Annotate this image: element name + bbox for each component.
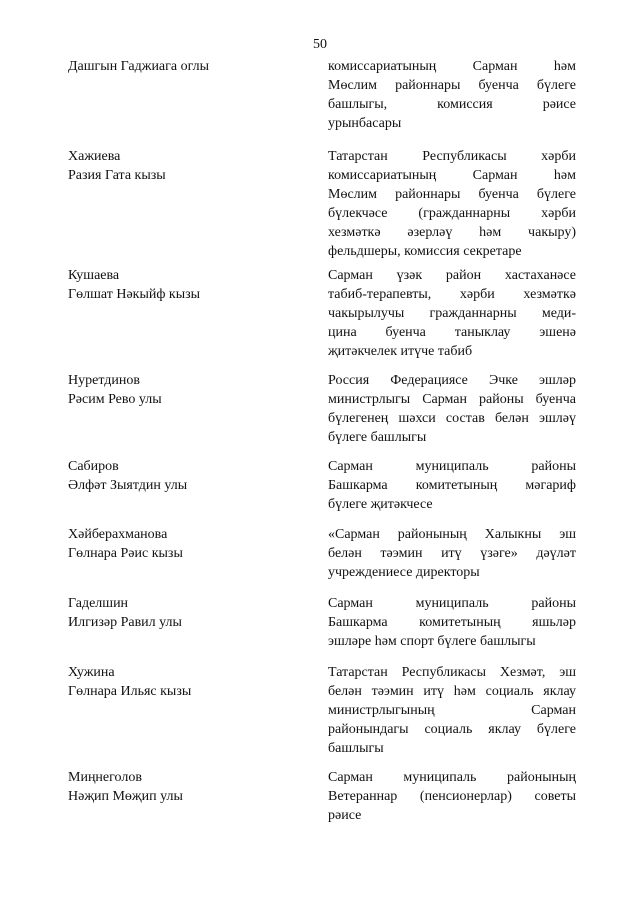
member-position [328,768,576,825]
position-line: Мөслим районнары буенча бүлеге [328,187,576,202]
position-line: җитәкчелек итүче табиб [328,344,473,359]
position-line: бүлеге җитәкчесе [328,497,433,512]
member-surname: Хажиева [68,149,121,164]
member-position [328,525,576,582]
position-line: Татарстан Республикасы хәрби [328,149,576,164]
position-line: Сарман үзәк район хастаханәсе [328,268,576,283]
member-name [68,663,298,701]
member-name [68,525,298,563]
member-given-name: Гөлнара Рәис кызы [68,546,183,561]
position-line: комиссариатының Сарман һәм [328,59,576,74]
position-line: Башкарма комитетының яшьләр [328,615,576,630]
position-line: чакырылучы гражданнарны меди- [328,306,576,321]
member-name [68,768,298,806]
member-surname: Гаделшин [68,596,129,611]
position-line: «Сарман районының Халыкны эш [328,527,576,542]
member-given-name: Разия Гата кызы [68,168,166,183]
member-name [68,457,298,495]
position-line: эшләре һәм спорт бүлеге башлыгы [328,634,536,649]
position-line: табиб-терапевты, хәрби хезмәткә [328,287,576,302]
position-line: министрлыгы Сарман районы буенча [328,392,576,407]
member-name [68,147,298,185]
position-line: рәисе [328,808,362,823]
position-line: башлыгы [328,741,384,756]
position-line: комиссариатының Сарман һәм [328,168,576,183]
member-given-name: Нәҗип Мөҗип улы [68,789,183,804]
member-given-name: Гөлнара Ильяс кызы [68,684,192,699]
position-line: цина буенча таныклау эшенә [328,325,576,340]
member-position [328,594,576,651]
member-given-name: Рәсим Рево улы [68,392,162,407]
position-line: учреждениесе директоры [328,565,480,580]
member-given-name: Әлфәт Зыятдин улы [68,478,188,493]
member-surname: Сабиров [68,459,119,474]
member-name [68,57,298,76]
member-position [328,663,576,758]
member-position [328,266,576,361]
member-position [328,457,576,514]
member-surname: Нуретдинов [68,373,140,388]
position-line: бүлекчәсе (гражданнарны хәрби [328,206,576,221]
position-line: бүлеге башлыгы [328,430,427,445]
position-line: урынбасары [328,116,402,131]
position-line: хезмәткә әзерләү һәм чакыру) [328,225,576,240]
page-number: 50 [313,37,327,52]
position-line: Сарман муниципаль районының [328,770,576,785]
position-line: бүлегенең шәхси состав белән эшләү [328,411,576,426]
position-line: Россия Федерациясе Эчке эшләр [328,373,576,388]
position-line: Татарстан Республикасы Хезмәт, эш [328,665,576,680]
member-given-name: Гөлшат Нәкыйф кызы [68,287,201,302]
position-line: белән тәэмин итү үзәге» дәүләт [328,546,576,561]
position-line: Мөслим районнары буенча бүлеге [328,78,576,93]
member-surname: Миңнеголов [68,770,142,785]
position-line: Ветераннар (пенсионерлар) советы [328,789,576,804]
position-line: фельдшеры, комиссия секретаре [328,244,522,259]
position-line: министрлыгының Сарман [328,703,576,718]
position-line: районындагы социаль яклау бүлеге [328,722,576,737]
member-name [68,594,298,632]
member-position [328,57,576,133]
position-line: Сарман муниципаль районы [328,459,576,474]
member-given-name: Илгизәр Равил улы [68,615,182,630]
position-line: Сарман муниципаль районы [328,596,576,611]
member-name [68,371,298,409]
member-surname: Дашгын Гаджиага оглы [68,59,210,74]
member-position [328,147,576,261]
position-line: Башкарма комитетының мәгариф [328,478,576,493]
member-surname: Хужина [68,665,115,680]
member-surname: Хәйберахманова [68,527,168,542]
position-line: башлыгы, комиссия рәисе [328,97,576,112]
member-position [328,371,576,447]
member-surname: Кушаева [68,268,120,283]
member-name [68,266,298,304]
position-line: белән тәэмин итү һәм социаль яклау [328,684,576,699]
